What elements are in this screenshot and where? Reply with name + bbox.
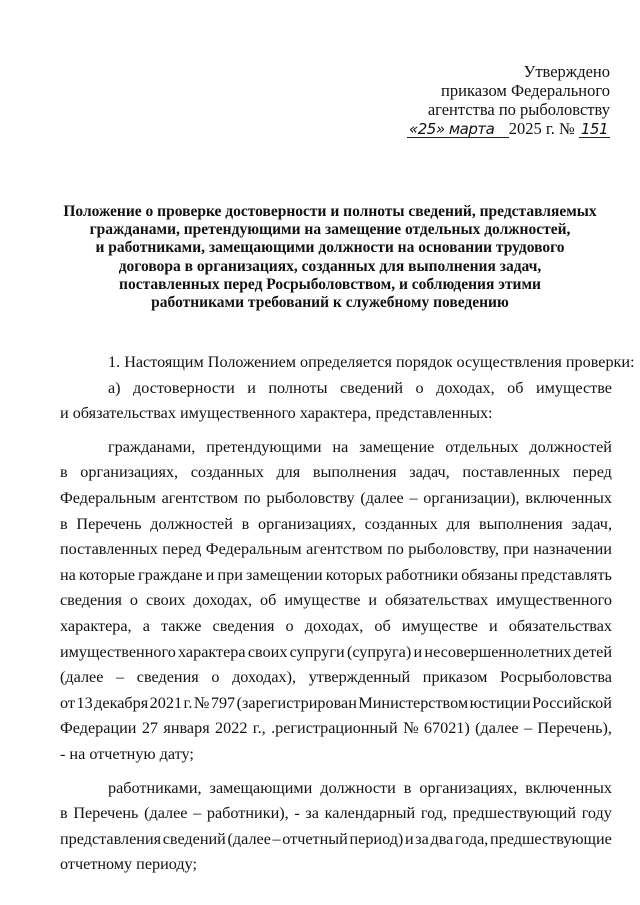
word: – [409,488,418,507]
paragraph-text: отчетному периоду; [60,855,198,874]
word: января [163,719,210,738]
word: имущественного [60,642,176,661]
word: два [430,829,454,848]
paragraph-1 [60,350,635,376]
word: 27 [141,719,159,738]
word: (далее [475,719,519,738]
word: доходах), [232,668,297,687]
word: года, [455,829,489,848]
word: также [160,616,202,635]
word: обязаны [461,565,518,584]
word: на [332,437,349,456]
text-line [60,512,612,538]
approval-date-line [370,119,610,138]
word: для [276,463,301,482]
word: при [217,565,243,584]
word: за [305,804,319,823]
paragraph-2-row [60,376,612,402]
word: Перечень), [537,719,612,738]
word: Федерации [60,719,137,738]
title-line: гражданами, претендующими на замещение отдельных должностей, [89,221,571,239]
word: в [60,463,68,482]
word: сведения [60,591,122,610]
word: утвержденный [308,668,411,687]
word: характера [178,642,246,661]
handwritten-date: «25» марта [408,120,495,138]
word: и [489,616,498,635]
paragraph-4 [60,776,612,853]
word: созданных [190,463,264,482]
title-line: договора в организациях, созданных для выполнения задач, [118,257,542,275]
word: и [404,829,414,848]
word: агентством [306,540,383,559]
word: – [193,804,202,823]
word: Федеральным [60,488,156,507]
word: Российской [532,693,612,712]
word: детей [573,642,612,661]
word: Росрыболовства [500,668,612,687]
word: выполнения [478,514,563,533]
text-line [60,827,612,853]
paragraph-text: и обязательствах имущественного характера, представленных: [60,404,493,423]
word: для [446,514,471,533]
title-line: работниками требований к служебному поведению [151,294,509,312]
word: предшествующие [490,829,612,848]
word: должностей [529,437,612,456]
word: граждане [138,565,203,584]
word: сведений [162,829,226,848]
approval-line-3: агентства по рыболовству [427,100,610,119]
word: которых [325,565,383,584]
word: и [247,378,256,397]
title-line: поставленных перед Росрыболовством, и соблюдения этими [119,275,541,293]
word: должностей [150,514,233,533]
word: организациях, [258,514,356,533]
word: гражданами, [108,437,196,456]
approval-year-text: 2025 г. № [508,119,575,138]
word: об [260,591,277,610]
word: организации), [423,488,520,507]
word: организациях, [80,463,179,482]
word: (далее [144,804,188,823]
text-line [60,537,612,563]
word: 797 [210,693,236,712]
word: г., [252,719,266,738]
text-line [60,801,612,827]
word: 13 [76,693,93,712]
word: сведения [212,616,275,635]
word: календарный [324,804,416,823]
word: о [129,591,138,610]
word: отчетный [282,829,348,848]
text-line [60,716,612,742]
word: Перечень [73,804,139,823]
word: на [60,565,76,584]
document-title [60,203,600,312]
word: полноты [268,378,328,397]
date-underline [496,121,508,138]
text-line [60,691,612,717]
word: в [241,514,250,533]
word: задач, [571,514,612,533]
word: Министерством [358,693,469,712]
word: достоверности [133,378,235,397]
paragraph-3-last [60,742,612,768]
word: о [211,668,220,687]
word: 2022 [215,719,248,738]
word: перед [162,540,202,559]
word: юстиции [469,693,531,712]
approval-line-1: Утверждено [523,62,610,81]
word: которые [78,565,136,584]
word: обязательствах [508,616,612,635]
word: доходах, [304,616,364,635]
word: а) [108,378,121,397]
word: работниками, [108,778,202,797]
word: .регистрационный [271,719,398,738]
title-line: и работниками, замещающими должности на основании трудового [95,239,565,257]
word: замещение [359,437,435,456]
word: доходах, [436,378,495,397]
word: при [503,540,529,559]
word: (супруга) [346,642,412,661]
word: задач, [409,463,450,482]
word: по [243,488,261,507]
word: рыболовству, [408,540,499,559]
word: выполнения [312,463,397,482]
approval-line-2: приказом Федерального [441,81,610,100]
document-body [60,350,635,878]
word: назначении [533,540,612,559]
word: несовершеннолетних [424,642,572,661]
word: предшествующий [452,804,577,823]
word: доходах, [193,591,253,610]
paragraph-3 [60,435,612,742]
word: – [272,829,281,848]
paragraph-text: - на отчетную дату; [60,744,194,763]
word: сведения [136,668,199,687]
paragraph-2-last [60,401,612,427]
paragraph-text: 1. Настоящим Положением определяется порядок осуществления проверки: [108,353,635,371]
word: о [285,616,294,635]
word: в [403,778,412,797]
approval-block [370,62,610,138]
word: работники [385,565,459,584]
word: декабря [94,693,149,712]
word: агентством [161,488,239,507]
text-line [60,460,612,486]
word: Перечень [76,514,142,533]
word: а [142,616,150,635]
word: включенных [525,778,612,797]
word: имуществе [401,616,478,635]
word: № [403,719,419,738]
word: (зарегистрирован [236,693,357,712]
word: от [60,693,75,712]
word: – [116,668,125,687]
paragraph-4-last [60,852,612,878]
word: год, [420,804,448,823]
word: (далее [227,829,271,848]
word: обязательствах [385,591,489,610]
word: поставленных [462,463,561,482]
text-line [60,435,612,461]
word: замещающими [209,778,313,797]
text-line [60,614,612,640]
word: № [193,693,210,712]
word: своих [247,642,288,661]
text-line [60,486,612,512]
word: представлять [520,565,612,584]
word: Федеральным [205,540,302,559]
word: (далее [360,488,404,507]
word: характера, [60,616,132,635]
word: сведений [339,378,404,397]
word: поставленных [60,540,158,559]
word: и [368,591,378,610]
text-line [60,776,612,802]
word: и [413,642,423,661]
word: о [415,378,424,397]
word: отдельных [445,437,519,456]
word: приказом [422,668,488,687]
word: об [374,616,391,635]
word: в [60,514,68,533]
word: (далее [60,668,104,687]
word: представления [60,829,162,848]
word: созданных [364,514,438,533]
title-line: Положение о проверке достоверности и полноты сведений, представляемых [63,203,597,220]
word: в [60,804,68,823]
word: 2021 [149,693,183,712]
word: - [294,804,300,823]
word: 67021) [423,719,470,738]
word: период) [349,829,404,848]
word: перед [572,463,612,482]
word: имуществе [535,378,612,397]
handwritten-number: 151 [580,120,608,138]
word: рыболовству [266,488,355,507]
word: и [205,565,215,584]
word: за [415,829,429,848]
word: г. [183,693,193,712]
word: претендующими [206,437,322,456]
text-line [60,665,612,691]
text-line [60,563,612,589]
word: должности [320,778,396,797]
word: супруги [289,642,345,661]
word: замещении [245,565,323,584]
word: году [581,804,612,823]
word: имуществе [284,591,361,610]
text-line [60,588,612,614]
word: – [523,719,533,738]
word: работники), [206,804,289,823]
text-line [60,640,612,666]
word: об [507,378,524,397]
word: имущественного [496,591,612,610]
word: своих [145,591,186,610]
word: по [387,540,404,559]
word: организациях, [419,778,518,797]
word: включенных [525,488,612,507]
